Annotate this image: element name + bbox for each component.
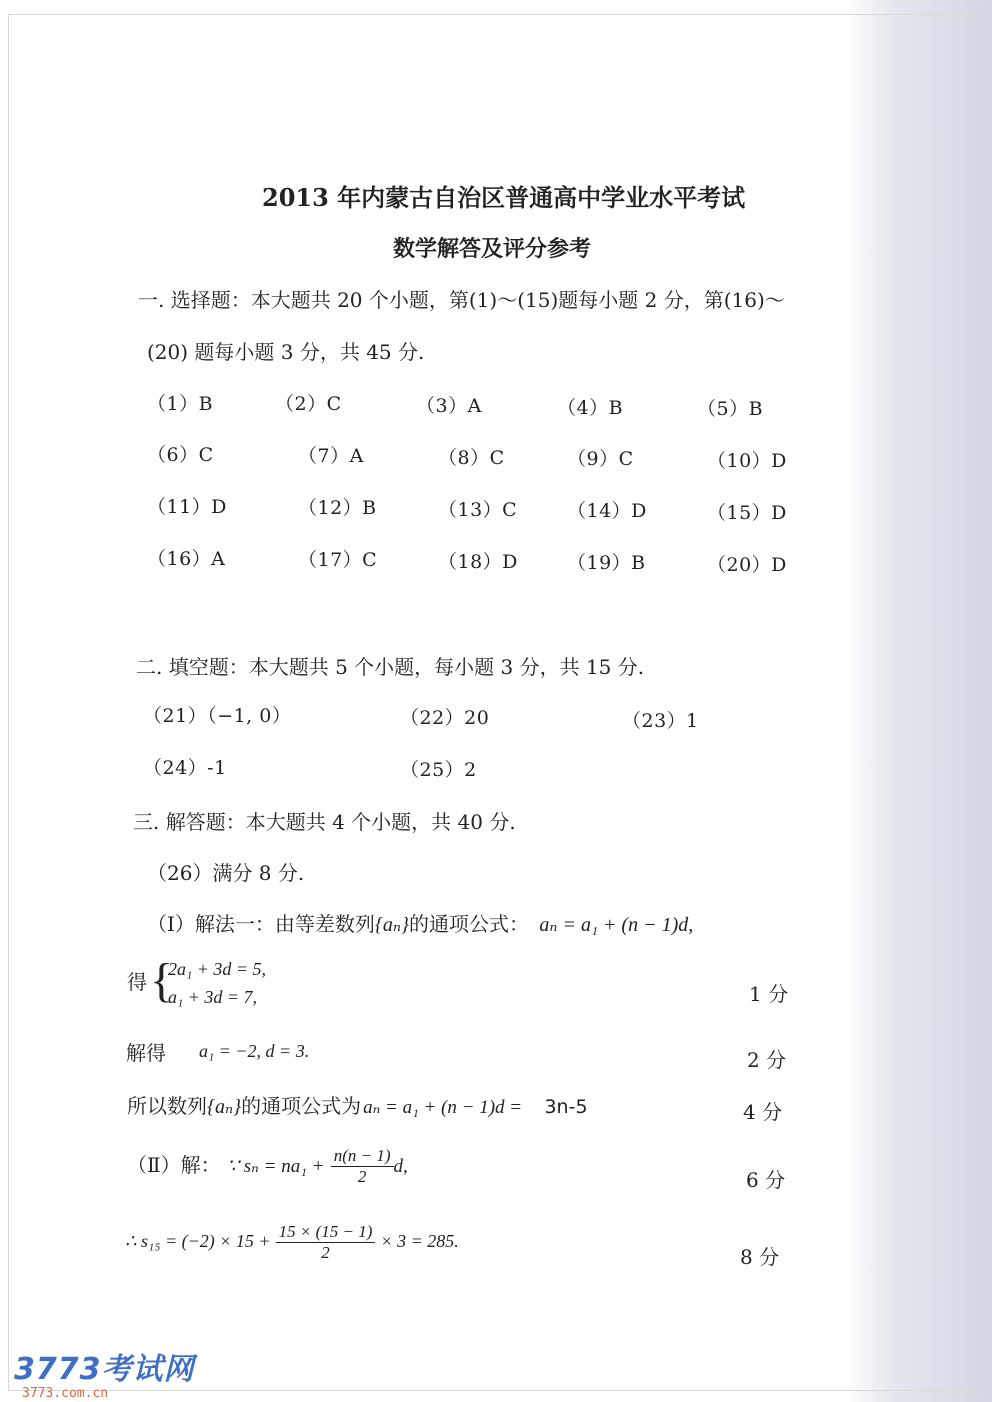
final-fraction bbox=[276, 1222, 376, 1263]
answer-20: （20）D bbox=[707, 554, 787, 576]
answer-11: （11）D bbox=[147, 496, 227, 518]
system-equation-2: a₁ + 3d = 7, bbox=[168, 987, 258, 1007]
part1-text: （Ⅰ）解法一：由等差数列 bbox=[147, 912, 375, 936]
answer-1: （1）B bbox=[147, 393, 214, 415]
final-fraction-denominator: 2 bbox=[321, 1243, 330, 1262]
part1-sequence: {aₙ} bbox=[374, 914, 410, 936]
logo-text: 3773考试网 bbox=[14, 1352, 195, 1387]
part2-text: （Ⅱ）解： bbox=[127, 1153, 221, 1177]
part2-fraction-numerator: n(n − 1) bbox=[331, 1146, 394, 1167]
jiede-label: 解得 bbox=[126, 1041, 166, 1065]
part1-line bbox=[147, 908, 693, 937]
general-text: 所以数列 bbox=[127, 1094, 207, 1118]
score-1: 1 分 bbox=[749, 982, 789, 1006]
part2-line bbox=[127, 1146, 408, 1187]
section1-intro-line2: (20) 题每小题 3 分，共 45 分. bbox=[147, 340, 425, 364]
part1-mid: 的通项公式： bbox=[409, 912, 530, 936]
answer-16: （16）A bbox=[147, 548, 226, 570]
logo-url: 3773.com.cn bbox=[22, 1386, 109, 1401]
general-formula: aₙ = a₁ + (n − 1)d = bbox=[363, 1097, 523, 1118]
section2-intro: 二. 填空题：本大题共 5 个小题，每小题 3 分，共 15 分. bbox=[136, 655, 645, 679]
answer-3: （3）A bbox=[416, 395, 482, 417]
answer-13: （13）C bbox=[438, 499, 518, 521]
answer-7: （7）A bbox=[298, 445, 364, 467]
score-3: 4 分 bbox=[743, 1100, 783, 1124]
general-result: 3n-5 bbox=[544, 1096, 588, 1118]
final-suffix: × 3 = 285. bbox=[380, 1231, 459, 1251]
general-formula-line bbox=[127, 1090, 588, 1119]
question-26-label: （26）满分 8 分. bbox=[147, 861, 305, 885]
answer-5: （5）B bbox=[697, 398, 764, 420]
answer-10: （10）D bbox=[707, 450, 787, 472]
answer-6: （6）C bbox=[147, 444, 214, 466]
part1-formula: aₙ = a₁ + (n − 1)d, bbox=[539, 914, 694, 936]
fill-answer-24: （24）-1 bbox=[143, 757, 227, 779]
answer-12: （12）B bbox=[298, 497, 377, 519]
part2-fraction bbox=[331, 1146, 394, 1187]
fill-answer-22: （22）20 bbox=[400, 707, 490, 729]
answer-9: （9）C bbox=[567, 448, 634, 470]
answer-8: （8）C bbox=[438, 447, 505, 469]
final-prefix: ∴ s₁₅ = (−2) × 15 + bbox=[125, 1231, 271, 1251]
score-5: 8 分 bbox=[740, 1245, 780, 1269]
fill-answer-25: （25）2 bbox=[400, 759, 477, 781]
answer-14: （14）D bbox=[567, 500, 647, 522]
score-4: 6 分 bbox=[746, 1168, 786, 1192]
page-title: 2013 年内蒙古自治区普通高中学业水平考试 bbox=[262, 183, 746, 212]
section3-intro: 三. 解答题：本大题共 4 个小题，共 40 分. bbox=[133, 810, 516, 834]
final-fraction-numerator: 15 × (15 − 1) bbox=[276, 1222, 376, 1243]
system-brace: { bbox=[150, 954, 174, 1007]
answer-19: （19）B bbox=[567, 552, 646, 574]
page-subtitle: 数学解答及评分参考 bbox=[393, 236, 592, 262]
fill-answer-21: （21）（−1, 0） bbox=[143, 705, 292, 727]
answer-15: （15）D bbox=[707, 502, 787, 524]
section1-intro-line1: 一. 选择题：本大题共 20 个小题，第(1)～(15)题每小题 2 分，第(16)～ bbox=[138, 288, 785, 312]
de-label: 得 bbox=[127, 970, 147, 994]
answer-2: （2）C bbox=[275, 393, 342, 415]
final-computation-line bbox=[125, 1222, 459, 1263]
site-logo bbox=[14, 1344, 195, 1401]
part2-suffix: d, bbox=[393, 1156, 408, 1177]
answer-18: （18）D bbox=[438, 551, 518, 573]
fill-answer-23: （23）1 bbox=[622, 710, 699, 732]
general-mid: 的通项公式为 bbox=[241, 1094, 362, 1118]
part2-fraction-denominator: 2 bbox=[357, 1167, 367, 1186]
system-equation-1: 2a₁ + 3d = 5, bbox=[168, 959, 267, 979]
score-2: 2 分 bbox=[747, 1048, 787, 1072]
answer-17: （17）C bbox=[298, 549, 378, 571]
answer-4: （4）B bbox=[557, 397, 624, 419]
general-sequence: {aₙ} bbox=[207, 1096, 242, 1118]
solution-values: a₁ = −2, d = 3. bbox=[199, 1041, 310, 1061]
part2-prefix: ∵ sₙ = na₁ + bbox=[226, 1156, 325, 1177]
